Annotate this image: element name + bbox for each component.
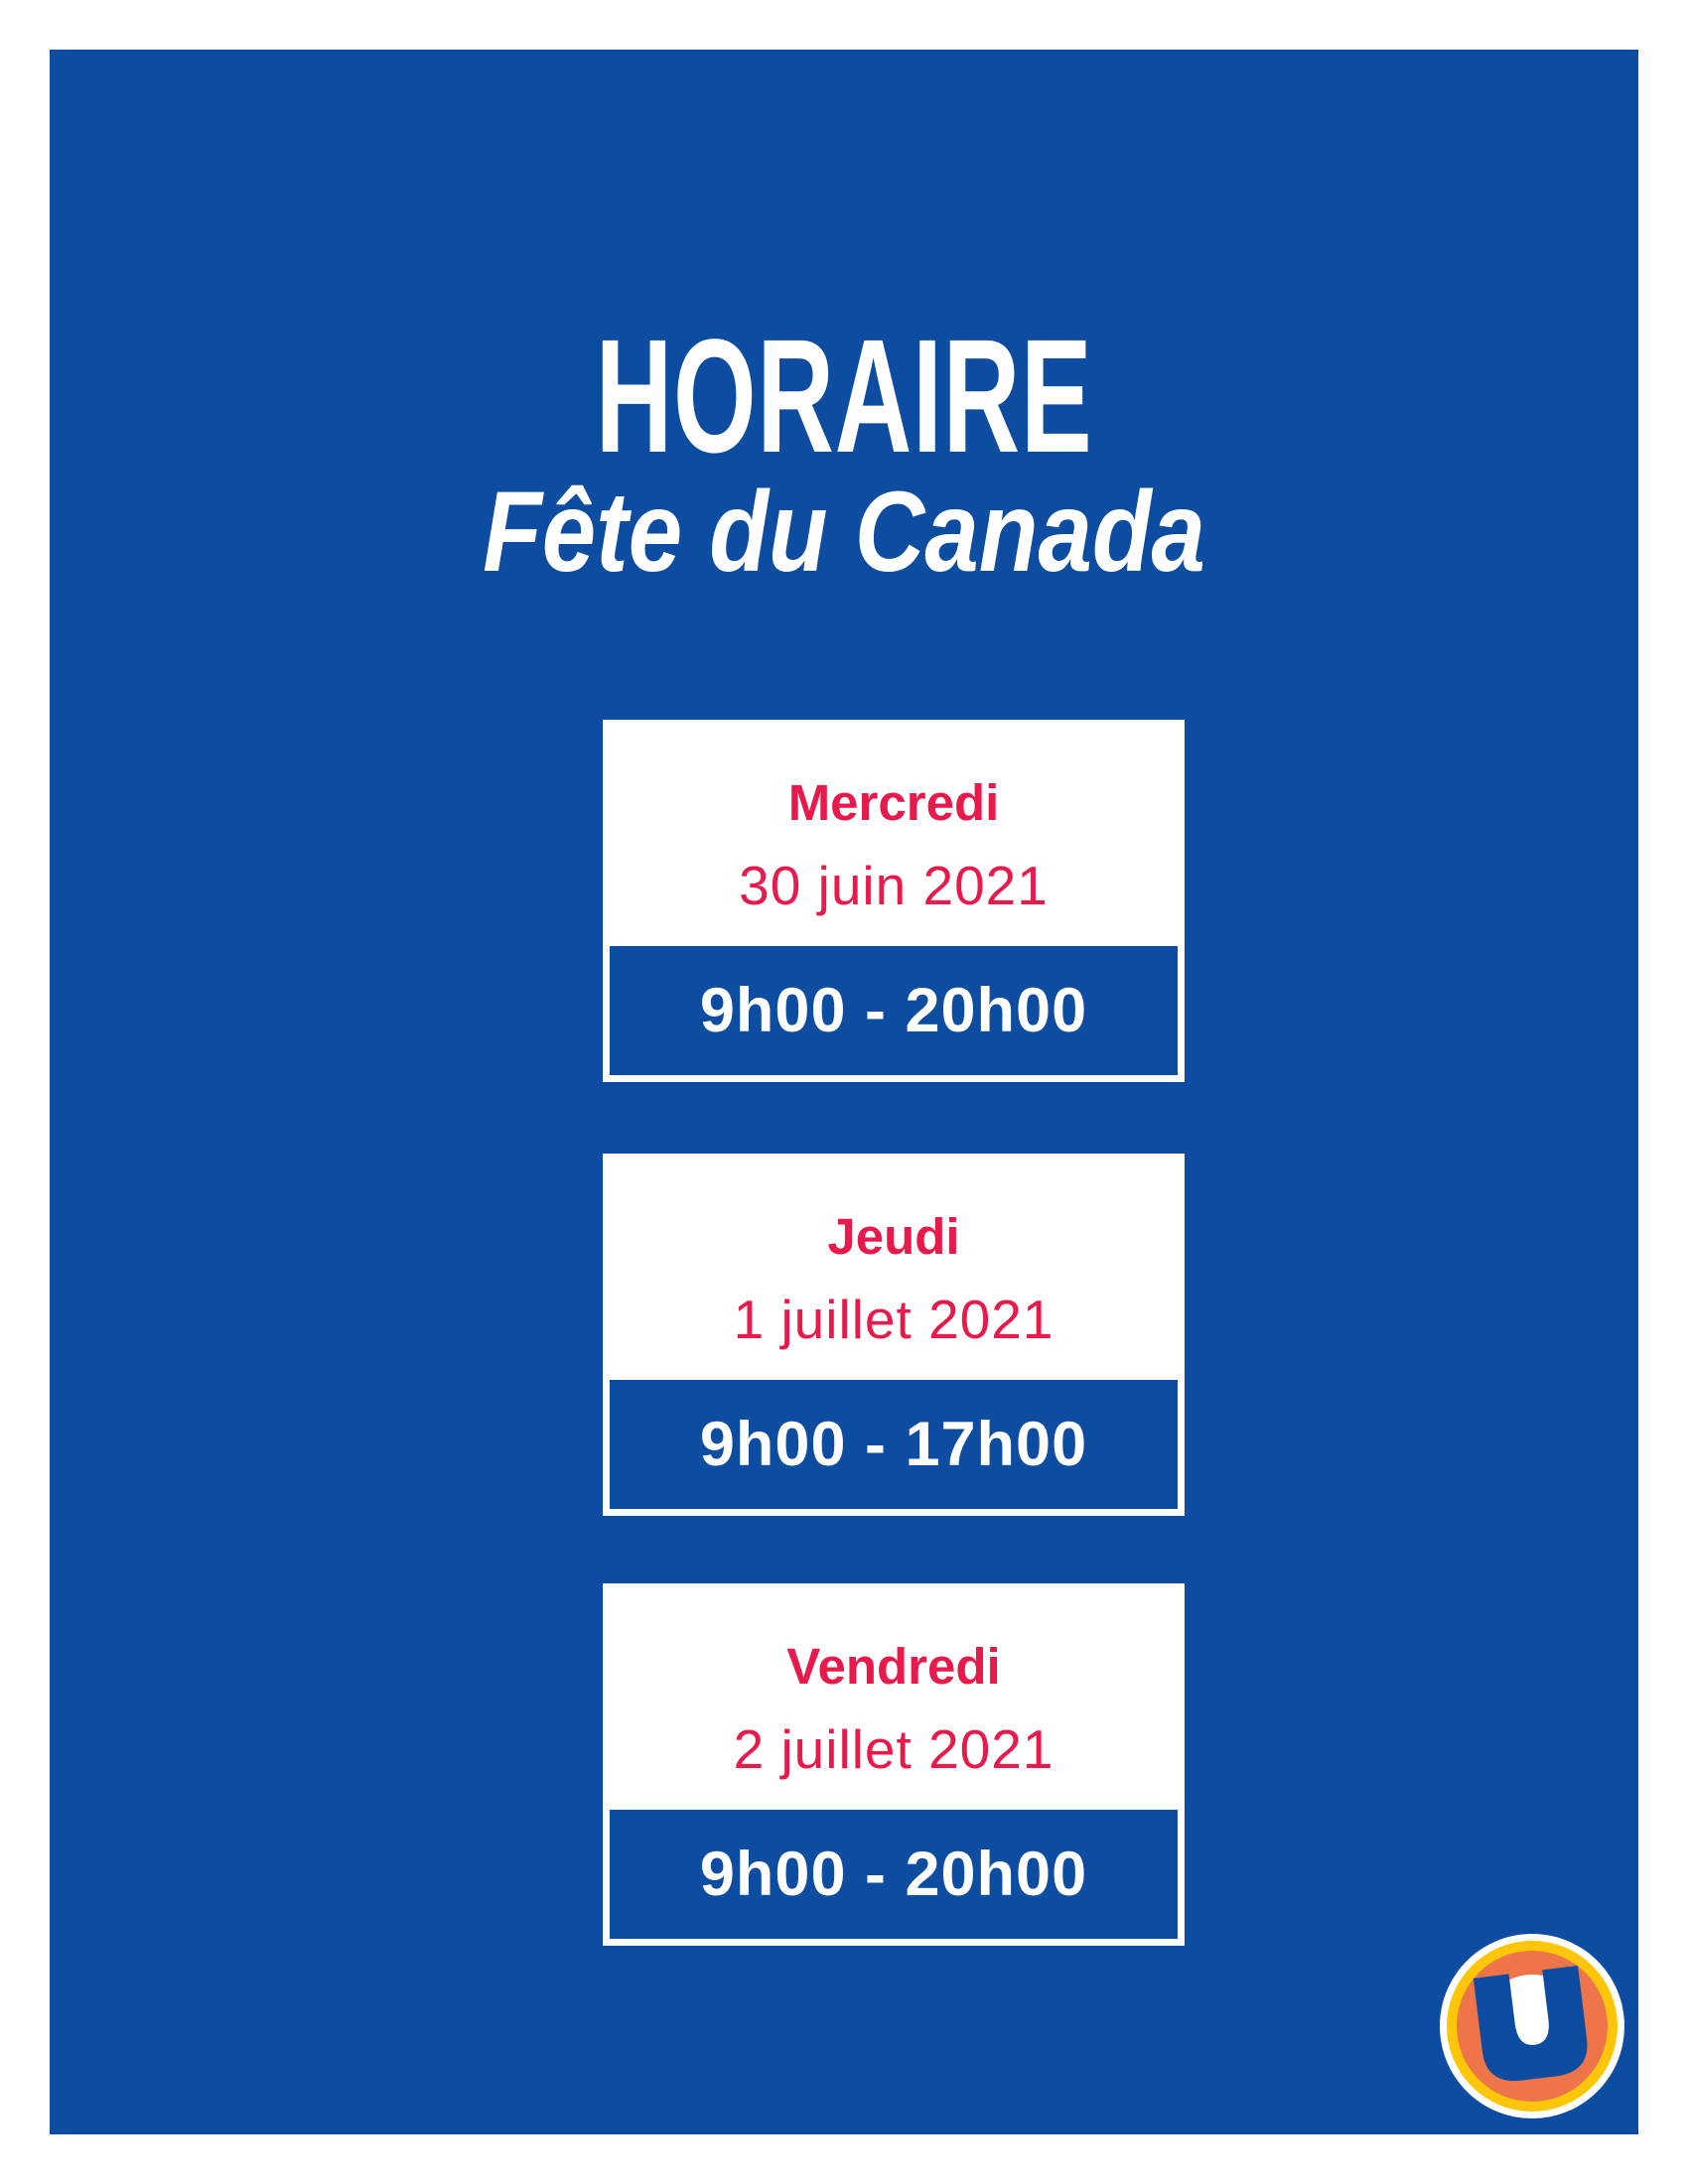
hours-bar: [610, 1810, 1178, 1939]
schedule-card-jeudi: [603, 1154, 1185, 1516]
schedule-card-mercredi: [603, 720, 1185, 1082]
hours-bar: [610, 946, 1178, 1075]
hours-bar: [610, 1380, 1178, 1509]
date-label: 30 juin 2021: [739, 855, 1049, 916]
day-label: Mercredi: [787, 774, 1000, 831]
day-label: Vendredi: [786, 1638, 1001, 1695]
poster-subtitle: Fête du Canada: [483, 469, 1205, 596]
uniprix-u-logo: [1440, 1934, 1624, 2118]
poster-title: HORAIRE: [595, 305, 1093, 486]
schedule-card-vendredi: [603, 1583, 1185, 1946]
hours-label: 9h00 - 20h00: [699, 1839, 1088, 1909]
hours-label: 9h00 - 17h00: [699, 1409, 1088, 1479]
blue-panel: [50, 50, 1638, 2134]
date-label: 1 juillet 2021: [733, 1289, 1055, 1350]
day-label: Jeudi: [827, 1208, 960, 1265]
date-label: 2 juillet 2021: [733, 1718, 1055, 1780]
hours-label: 9h00 - 20h00: [699, 975, 1088, 1045]
